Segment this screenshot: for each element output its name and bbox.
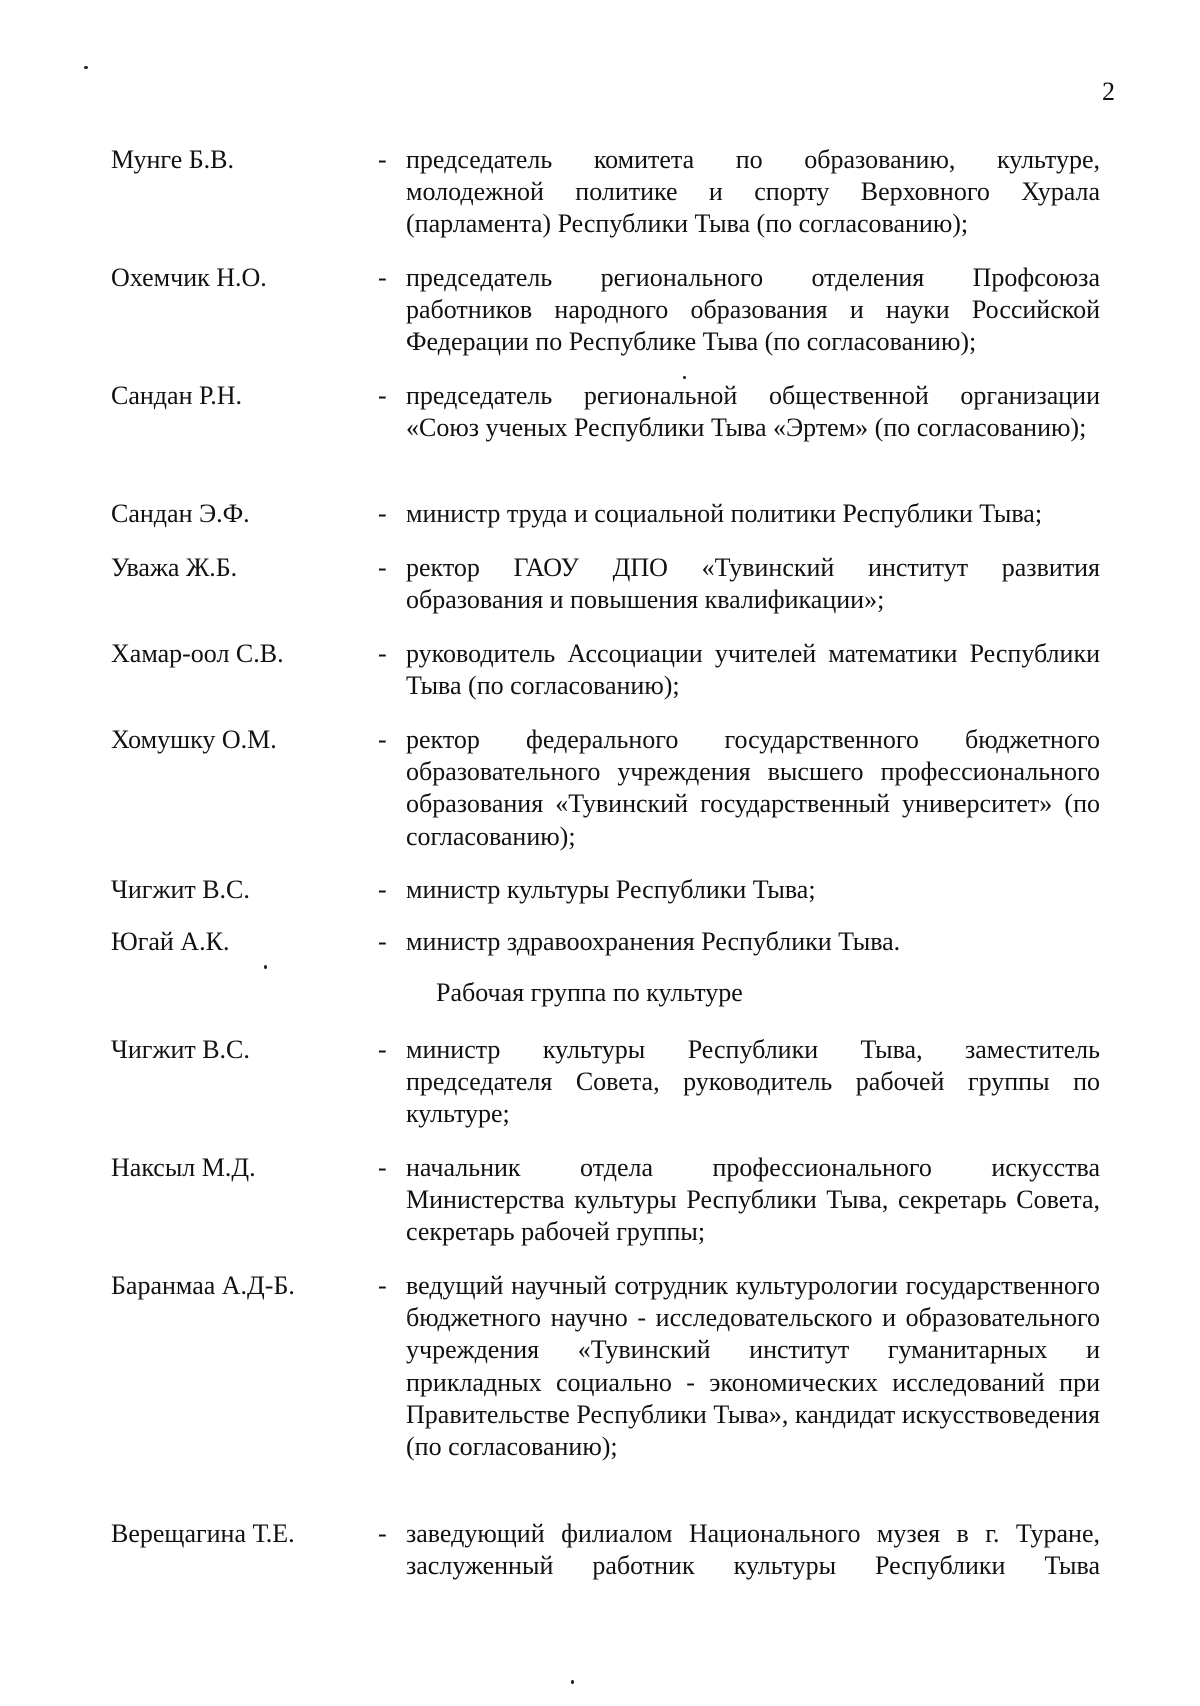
member-description: ведущий научный сотрудник культурологии государственного бюджетного научно - исследовательского и образовательного учреждения «Тувинский институт гуманитарных и прикладных социально - экономических исследований при Правительстве Республики Тыва», кандидат искусствоведения (по согласованию); <box>406 1271 1100 1462</box>
member-name: Верещагина Т.Е. <box>111 1519 295 1548</box>
dash: - <box>378 1153 387 1182</box>
scan-speck <box>84 66 88 69</box>
scan-speck <box>264 965 267 969</box>
member-description: ректор федерального государственного бюджетного образовательного учреждения высшего профессионального образования «Тувинский государственный университет» (по согласованию); <box>406 725 1100 851</box>
member-name: Чигжит В.С. <box>111 1035 250 1064</box>
dash: - <box>378 725 387 754</box>
scan-speck <box>571 1680 574 1684</box>
member-name: Чигжит В.С. <box>111 875 250 904</box>
member-name: Наксыл М.Д. <box>111 1153 256 1182</box>
dash: - <box>378 1271 387 1300</box>
section-heading: Рабочая группа по культуре <box>436 978 743 1007</box>
member-name: Уважа Ж.Б. <box>111 553 238 582</box>
member-description: министр культуры Республики Тыва; <box>406 875 816 904</box>
member-description: министр культуры Республики Тыва, заместитель председателя Совета, руководитель рабочей группы по культуре; <box>406 1035 1100 1129</box>
scan-speck <box>683 376 686 379</box>
member-name: Югай А.К. <box>111 927 230 956</box>
member-name: Сандан Р.Н. <box>111 381 242 410</box>
member-description: председатель регионального отделения Профсоюза работников народного образования и науки Российской Федерации по Республике Тыва (по согласованию); <box>406 263 1100 357</box>
member-description: министр труда и социальной политики Республики Тыва; <box>406 499 1043 528</box>
dash: - <box>378 145 387 174</box>
dash: - <box>378 1035 387 1064</box>
member-description: начальник отдела профессионального искусства Министерства культуры Республики Тыва, секретарь Совета, секретарь рабочей группы; <box>406 1153 1100 1247</box>
member-name: Баранмаа А.Д-Б. <box>111 1271 295 1300</box>
member-name: Хомушку О.М. <box>111 725 277 754</box>
member-description: ректор ГАОУ ДПО «Тувинский институт развития образования и повышения квалификации»; <box>406 553 1100 615</box>
dash: - <box>378 553 387 582</box>
member-description: председатель комитета по образованию, культуре, молодежной политике и спорту Верховного Хурала (парламента) Республики Тыва (по согласованию); <box>406 145 1100 239</box>
member-description: руководитель Ассоциации учителей математики Республики Тыва (по согласованию); <box>406 639 1100 701</box>
dash: - <box>378 639 387 668</box>
member-name: Охемчик Н.О. <box>111 263 267 292</box>
dash: - <box>378 1519 387 1548</box>
member-name: Хамар-оол С.В. <box>111 639 284 668</box>
dash: - <box>378 927 387 956</box>
dash: - <box>378 381 387 410</box>
member-name: Сандан Э.Ф. <box>111 499 250 528</box>
dash: - <box>378 875 387 904</box>
dash: - <box>378 263 387 292</box>
member-description: заведующий филиалом Национального музея в г. Туране, заслуженный работник культуры Республики Тыва <box>406 1519 1100 1581</box>
member-description: министр здравоохранения Республики Тыва. <box>406 927 901 956</box>
member-description: председатель региональной общественной организации «Союз ученых Республики Тыва «Эртем» (по согласованию); <box>406 381 1100 443</box>
dash: - <box>378 499 387 528</box>
page-number: 2 <box>1102 77 1115 106</box>
member-name: Мунге Б.В. <box>111 145 235 174</box>
